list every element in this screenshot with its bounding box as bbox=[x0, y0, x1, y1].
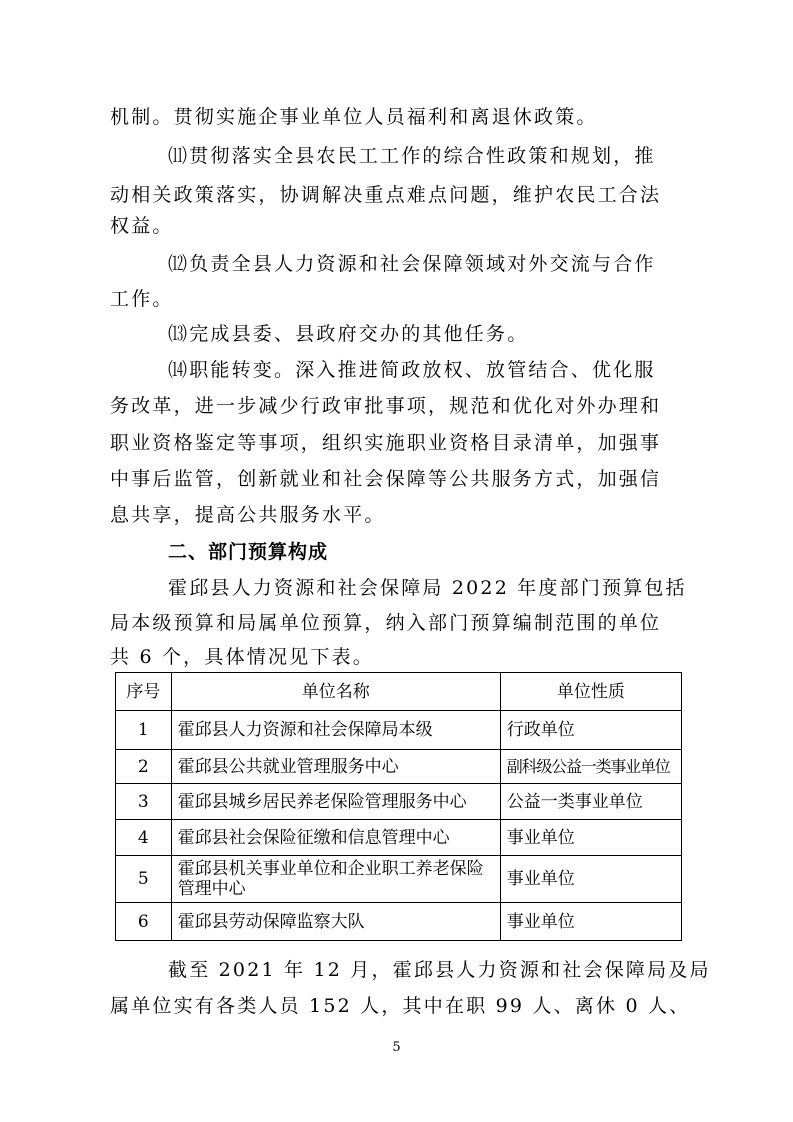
table-cell-type: 事业单位 bbox=[500, 820, 681, 856]
table-header-cell: 单位名称 bbox=[171, 673, 500, 711]
page-number: 5 bbox=[392, 1040, 401, 1055]
table-cell-name: 霍邱县社会保险征缴和信息管理中心 bbox=[171, 820, 500, 856]
table-cell-type: 副科级公益一类事业单位 bbox=[500, 750, 681, 784]
paragraph-line: 务改革，进一步减少行政审批事项，规范和优化对外办理和 bbox=[110, 395, 662, 417]
table-row bbox=[116, 820, 682, 856]
table-row bbox=[116, 711, 682, 750]
paragraph-line: 权益。 bbox=[110, 215, 174, 237]
table-cell-no: 4 bbox=[116, 820, 172, 856]
paragraph-line: 霍邱县人力资源和社会保障局 2022 年度部门预算包括 bbox=[168, 577, 687, 599]
paragraph-line: 局本级预算和局属单位预算，纳入部门预算编制范围的单位 bbox=[110, 612, 662, 634]
paragraph-line: 动相关政策落实，协调解决重点难点问题，维护农民工合法 bbox=[110, 184, 662, 206]
paragraph-line: 机制。贯彻实施企事业单位人员福利和离退休政策。 bbox=[110, 106, 598, 128]
table-row bbox=[116, 750, 682, 784]
table-header-cell: 序号 bbox=[116, 673, 172, 711]
section-heading: 二、部门预算构成 bbox=[168, 541, 329, 563]
paragraph-line: 中事后监管，创新就业和社会保障等公共服务方式，加强信 bbox=[110, 468, 662, 490]
budget-units-table bbox=[115, 672, 682, 941]
table-header-row bbox=[116, 673, 682, 711]
paragraph-line: 工作。 bbox=[110, 288, 174, 310]
paragraph-line: 职业资格鉴定等事项，组织实施职业资格目录清单，加强事 bbox=[110, 432, 662, 454]
table-cell-no: 6 bbox=[116, 903, 172, 941]
table-cell-name: 霍邱县机关事业单位和企业职工养老保险管理中心 bbox=[171, 856, 500, 903]
table-cell-type: 公益一类事业单位 bbox=[500, 784, 681, 820]
table-row bbox=[116, 856, 682, 903]
paragraph-line: 截至 2021 年 12 月，霍邱县人力资源和社会保障局及局 bbox=[168, 959, 711, 981]
table-row bbox=[116, 903, 682, 941]
paragraph-line: ⒁职能转变。深入推进简政放权、放管结合、优化服 bbox=[168, 359, 656, 381]
paragraph-line: 共 6 个，具体情况见下表。 bbox=[110, 646, 374, 668]
paragraph-line: 息共享，提高公共服务水平。 bbox=[110, 504, 386, 526]
table-cell-type: 事业单位 bbox=[500, 856, 681, 903]
table-cell-no: 5 bbox=[116, 856, 172, 903]
table-cell-name: 霍邱县劳动保障监察大队 bbox=[171, 903, 500, 941]
table-cell-no: 2 bbox=[116, 750, 172, 784]
paragraph-line: ⑾贯彻落实全县农民工工作的综合性政策和规划，推 bbox=[168, 145, 656, 167]
table-cell-no: 3 bbox=[116, 784, 172, 820]
table-row bbox=[116, 784, 682, 820]
paragraph-line: 属单位实有各类人员 152 人，其中在职 99 人、离休 0 人、 bbox=[110, 995, 691, 1017]
table-cell-name: 霍邱县城乡居民养老保险管理服务中心 bbox=[171, 784, 500, 820]
paragraph-line: ⑿负责全县人力资源和社会保障领域对外交流与合作 bbox=[168, 253, 656, 275]
table-cell-type: 事业单位 bbox=[500, 903, 681, 941]
table-cell-name: 霍邱县人力资源和社会保障局本级 bbox=[171, 711, 500, 750]
table-cell-type: 行政单位 bbox=[500, 711, 681, 750]
table-cell-name: 霍邱县公共就业管理服务中心 bbox=[171, 750, 500, 784]
table-header-cell: 单位性质 bbox=[500, 673, 681, 711]
table-cell-no: 1 bbox=[116, 711, 172, 750]
paragraph-line: ⒀完成县委、县政府交办的其他任务。 bbox=[168, 323, 529, 345]
